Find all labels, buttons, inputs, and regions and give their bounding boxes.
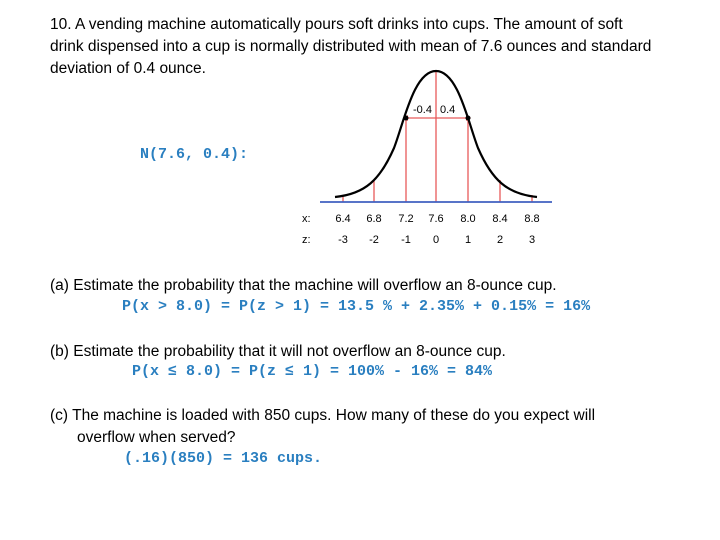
x-value: 8.4 [492, 213, 508, 225]
part-c-answer: (.16)(850) = 136 cups. [124, 450, 323, 467]
part-c-question-line-1: (c) The machine is loaded with 850 cups. How many of these do you expect will [50, 407, 596, 424]
z-value-labels [338, 234, 535, 246]
z-value: -1 [401, 234, 411, 246]
plus-sd-label: 0.4 [440, 104, 456, 116]
problem-line-1: 10. A vending machine automatically pours soft drinks into cups. The amount of soft [50, 16, 623, 33]
z-value: 0 [432, 234, 440, 246]
z-value: -3 [338, 234, 348, 246]
normal-curve-diagram [290, 62, 570, 252]
z-value: 2 [496, 234, 504, 246]
inflection-point-left [404, 116, 409, 121]
x-value: 6.8 [366, 213, 382, 225]
z-value: -2 [369, 234, 379, 246]
inflection-point-right [466, 116, 471, 121]
z-value: 3 [528, 234, 536, 246]
minus-sd-label: -0.4 [413, 104, 432, 116]
part-c-question [50, 405, 595, 449]
x-value: 6.4 [335, 213, 351, 225]
x-value: 8.8 [524, 213, 540, 225]
part-a-answer: P(x > 8.0) = P(z > 1) = 13.5 % + 2.35% + 0.15% = 16% [122, 298, 591, 315]
part-c-question-line-2: overflow when served? [77, 429, 236, 446]
x-value: 7.6 [428, 213, 444, 225]
problem-line-3: deviation of 0.4 ounce. [50, 60, 206, 77]
x-value: 8.0 [460, 213, 476, 225]
x-row-label: x: [302, 213, 311, 225]
problem-line-2: drink dispensed into a cup is normally distributed with mean of 7.6 ounces and standard [50, 38, 652, 55]
z-value: 1 [464, 234, 472, 246]
part-b-answer: P(x ≤ 8.0) = P(z ≤ 1) = 100% - 16% = 84% [132, 363, 493, 380]
x-value-labels [335, 213, 539, 225]
x-value: 7.2 [398, 213, 414, 225]
normal-model-label: N(7.6, 0.4): [140, 146, 249, 163]
part-a-question: (a) Estimate the probability that the machine will overflow an 8-ounce cup. [50, 277, 557, 294]
part-b-question: (b) Estimate the probability that it will not overflow an 8-ounce cup. [50, 343, 506, 360]
z-row-label: z: [302, 234, 311, 246]
